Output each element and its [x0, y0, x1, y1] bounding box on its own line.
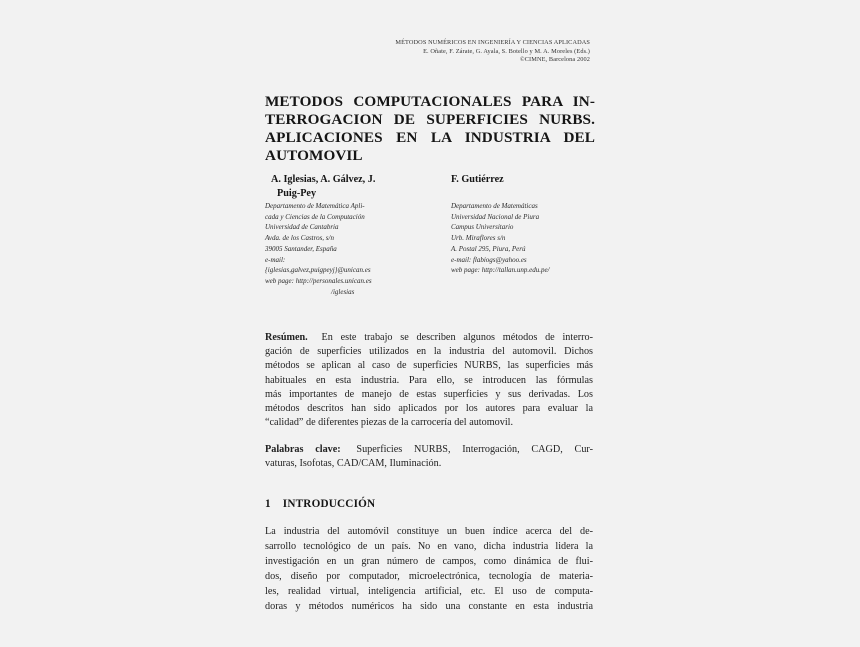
web-link[interactable]: web page: http://personales.unican.es	[265, 276, 372, 285]
abstract-line: “calidad” de diferentes piezas de la carrocería del automovil.	[265, 417, 514, 429]
header-copyright: ©CIMNE, Barcelona 2002	[519, 56, 590, 64]
body-line: investigación en un gran número de campos, como dinámica de flui-	[265, 556, 593, 567]
web-link-cont[interactable]: /iglesias	[331, 287, 355, 296]
title-line: AUTOMOVIL	[265, 147, 363, 164]
abstract-line: gación de superficies utilizados en la industria del automovil. Dichos	[265, 346, 593, 358]
affiliation-right	[451, 201, 601, 276]
title-line: APLICACIONES EN LA INDUSTRIA DEL	[265, 129, 595, 146]
abstract-line: más importantes de manejo de estas superficies y sus derivadas. Los	[265, 388, 593, 400]
abstract-line: habituales en esta industria. Para ello, se introducen las fórmulas	[265, 374, 593, 386]
author-name: F. Gutiérrez	[451, 174, 504, 185]
title-line: TERROGACION DE SUPERFICIES NURBS.	[265, 111, 595, 128]
author-names: A. Iglesias, A. Gálvez, J.	[271, 174, 376, 185]
web-link[interactable]: web page: http://tallan.unp.edu.pe/	[451, 266, 550, 275]
affiliation-line: cada y Ciencias de la Computación	[265, 212, 365, 221]
email-link[interactable]: e-mail: flabiogs@yahoo.es	[451, 255, 527, 264]
keywords-line: Palabras clave: Superficies NURBS, Interrogación, CAGD, Cur-	[265, 444, 593, 455]
body-line: sarrollo tecnológico de un país. No en vano, dicha industria lidera la	[265, 541, 593, 552]
authors-right	[451, 173, 504, 187]
header-editors: E. Oñate, F. Zárate, G. Ayala, S. Botello y M. A. Moreles (Eds.)	[423, 47, 590, 55]
abstract-line: métodos descritos han sido aplicados por los autores para evaluar la	[265, 403, 593, 415]
author-names-cont: Puig-Pey	[277, 187, 317, 199]
section-title: INTRODUCCIÓN	[282, 498, 376, 510]
body-line: doras y métodos numéricos ha sido una constante en esta industria	[265, 601, 593, 612]
keywords-label: Palabras clave:	[265, 444, 341, 455]
affiliation-line: Universidad Nacional de Piura	[451, 212, 540, 221]
affiliation-line: Universidad de Cantabria	[265, 223, 339, 232]
affiliation-line: e-mail:	[265, 255, 286, 264]
affiliation-line: Departamento de Matemáticas	[451, 202, 538, 210]
affiliation-line: Departamento de Matemática Apli-	[265, 202, 365, 210]
authors-left	[271, 173, 451, 200]
affiliation-line: A. Postal 295, Piura, Perú	[451, 244, 526, 253]
section-number: 1	[265, 498, 271, 510]
running-header	[340, 39, 590, 65]
section-heading	[265, 497, 375, 511]
body-line: La industria del automóvil constituye un buen índice acerca del de-	[265, 526, 593, 537]
affiliation-line: Urb. Miraflores s/n	[451, 234, 506, 243]
abstract-line: métodos se aplican al caso de superficies NURBS, las superficies más	[265, 360, 593, 372]
title-line: METODOS COMPUTACIONALES PARA IN-	[265, 93, 595, 110]
affiliation-line: Campus Universitario	[451, 223, 514, 232]
body-line: dos, diseño por computador, microelectrónica, tecnología de materia-	[265, 571, 593, 582]
keywords-line: vaturas, Isofotas, CAD/CAM, Iluminación.	[265, 458, 442, 470]
abstract-label: Resúmen.	[265, 332, 308, 343]
abstract	[265, 331, 593, 430]
intro-paragraph	[265, 524, 593, 614]
body-line: les, realidad virtual, inteligencia artificial, etc. El uso de computa-	[265, 586, 593, 597]
paper-title	[265, 93, 595, 165]
header-journal: MÉTODOS NUMÉRICOS EN INGENIERÍA Y CIENCIAS APLICADAS	[395, 39, 590, 46]
affiliation-left	[265, 201, 440, 297]
abstract-line: Resúmen. En este trabajo se describen algunos métodos de interro-	[265, 332, 594, 343]
affiliation-line: Avda. de los Castros, s/n	[265, 234, 334, 243]
keywords	[265, 443, 593, 471]
affiliation-line: 39005 Santander, España	[265, 244, 337, 253]
email-link[interactable]: {iglesias,galvez,puigpeyj}@unican.es	[265, 266, 371, 275]
